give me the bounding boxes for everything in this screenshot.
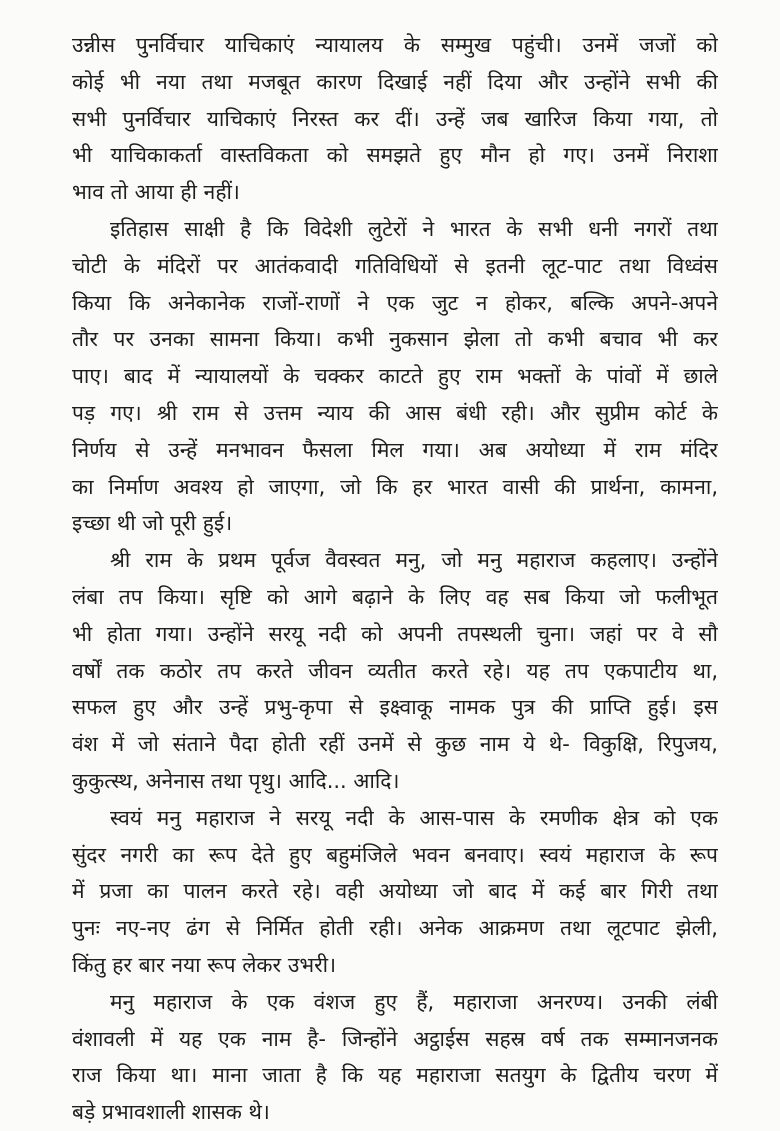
text-line: सफल हुए और उन्हें प्रभु-कृपा से इक्ष्वाकू नामक पुत्र की प्राप्ति हुई। इस xyxy=(72,695,718,720)
text-line: पड़ गए। श्री राम से उत्तम न्याय की आस बंधी रही। और सुप्रीम कोर्ट के xyxy=(72,400,718,425)
text-line: इतिहास साक्षी है कि विदेशी लुटेरों ने भारत के सभी धनी नगरों तथा xyxy=(110,216,718,241)
text-line: भी याचिकाकर्ता वास्तविकता को समझते हुए मौन हो गए। उनमें निराशा xyxy=(72,143,718,168)
text-line: बड़े प्रभावशाली शासक थे। xyxy=(72,1100,270,1125)
text-line: का निर्माण अवश्य हो जाएगा, जो कि हर भारत वासी की प्रार्थना, कामना, xyxy=(72,474,718,499)
paragraph xyxy=(72,800,718,984)
text-line: कोई भी नया तथा मजबूत कारण दिखाई नहीं दिया और उन्होंने सभी की xyxy=(72,69,718,94)
paragraph xyxy=(72,984,718,1131)
text-line: चोटी के मंदिरों पर आतंकवादी गतिविधियों से इतनी लूट-पाट तथा विध्वंस xyxy=(72,253,718,278)
text-line: में प्रजा का पालन करते रहे। वही अयोध्या जो बाद में कई बार गिरी तथा xyxy=(72,879,718,904)
text-line: भी होता गया। उन्होंने सरयू नदी को अपनी तपस्थली चुना। जहां पर वे सौ xyxy=(72,621,718,646)
text-line: राज किया था। माना जाता है कि यह महाराजा सतयुग के द्वितीय चरण में xyxy=(72,1063,718,1088)
text-line: वंशावली में यह एक नाम है- जिन्होंने अट्ठाईस सहस्र वर्ष तक सम्मानजनक xyxy=(72,1026,718,1051)
text-line: निर्णय से उन्हें मनभावन फैसला मिल गया। अब अयोध्या में राम मंदिर xyxy=(72,437,718,462)
text-line: उन्नीस पुनर्विचार याचिकाएं न्यायालय के सम्मुख पहुंची। उनमें जजों को xyxy=(72,33,718,57)
document-page xyxy=(72,27,718,1131)
text-line: पुनः नए-नए ढंग से निर्मित होती रही। अनेक आक्रमण तथा लूटपाट झेली, xyxy=(72,916,718,941)
paragraph xyxy=(72,211,718,542)
text-line: पाए। बाद में न्यायालयों के चक्कर काटते हुए राम भक्तों के पांवों में छाले xyxy=(72,364,718,389)
text-line: भाव तो आया ही नहीं। xyxy=(72,180,240,205)
text-line: मनु महाराज के एक वंशज हुए हैं, महाराजा अनरण्य। उनकी लंबी xyxy=(110,989,718,1014)
text-line: इच्छा थी जो पूरी हुई। xyxy=(72,511,233,536)
paragraph xyxy=(72,27,718,211)
text-line: सुंदर नगरी का रूप देते हुए बहुमंजिले भवन बनवाए। स्वयं महाराज के रूप xyxy=(72,842,718,867)
text-line: श्री राम के प्रथम पूर्वज वैवस्वत मनु, जो मनु महाराज कहलाए। उन्होंने xyxy=(110,548,718,573)
text-line: लंबा तप किया। सृष्टि को आगे बढ़ाने के लिए वह सब किया जो फलीभूत xyxy=(72,584,718,609)
paragraph xyxy=(72,542,718,800)
text-line: सभी पुनर्विचार याचिकाएं निरस्त कर दीं। उन्हें जब खारिज किया गया, तो xyxy=(72,106,718,131)
text-line: वंश में जो संताने पैदा होती रहीं उनमें से कुछ नाम ये थे- विकुक्षि, रिपुजय, xyxy=(72,732,718,757)
text-line: तौर पर उनका सामना किया। कभी नुकसान झेला तो कभी बचाव भी कर xyxy=(72,327,718,352)
text-line: कुकुत्स्थ, अनेनास तथा पृथु। आदि... आदि। xyxy=(72,768,400,793)
text-line: किंतु हर बार नया रूप लेकर उभरी। xyxy=(72,952,337,977)
text-line: स्वयं मनु महाराज ने सरयू नदी के आस-पास के रमणीक क्षेत्र को एक xyxy=(110,805,718,830)
text-line: किया कि अनेकानेक राजों-राणों ने एक जुट न होकर, बल्कि अपने-अपने xyxy=(72,290,718,315)
text-line: वर्षों तक कठोर तप करते जीवन व्यतीत करते रहे। यह तप एकपाटीय था, xyxy=(72,658,718,683)
